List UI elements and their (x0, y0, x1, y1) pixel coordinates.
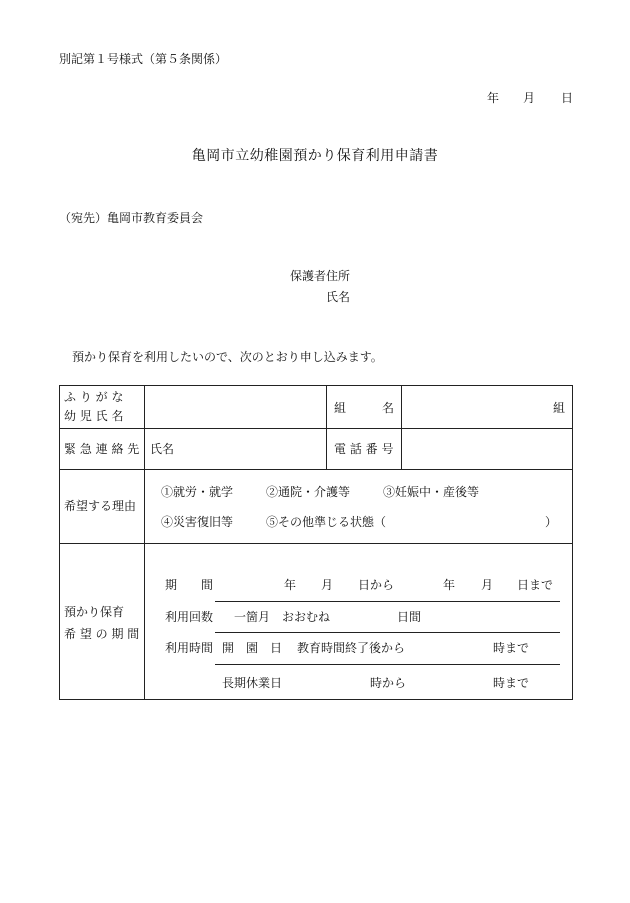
date-year-label: 年 (487, 91, 500, 105)
date-month-label: 月 (523, 91, 536, 105)
to-month: 月 (481, 578, 494, 592)
table-border-top (59, 385, 573, 386)
vacation-label: 長期休業日 (222, 676, 283, 690)
from-month: 月 (321, 578, 334, 592)
period-divider (215, 601, 560, 602)
table-border-bottom (59, 699, 573, 700)
school-day-end-time-field[interactable] (420, 637, 485, 657)
period-label: 期 間 (165, 578, 214, 592)
class-suffix: 組 (553, 401, 566, 415)
from-day: 日から (358, 578, 395, 592)
period-divider (215, 632, 560, 633)
row-divider (59, 469, 573, 470)
row-divider (59, 428, 573, 429)
period-label-line1: 預かり保育 (64, 605, 125, 619)
emergency-contact-label: 緊 急 連 絡 先 (64, 442, 140, 456)
frequency-label: 利用回数 (165, 610, 214, 624)
to-day: 日まで (517, 578, 554, 592)
furigana-label: ふ り が な (64, 390, 124, 404)
label-column-divider (144, 385, 145, 700)
phone-label: 電 話 番 号 (334, 442, 394, 456)
emergency-name-prefix: 氏名 (150, 442, 175, 456)
from-year: 年 (284, 578, 297, 592)
vacation-until: 時まで (493, 676, 530, 690)
to-year: 年 (443, 578, 456, 592)
other-reason-field[interactable] (388, 513, 538, 531)
period-label-line2: 希 望 の 期 間 (64, 627, 140, 641)
class-label: 組 名 (334, 401, 395, 415)
page-title: 亀岡市立幼稚園預かり保育利用申請書 (191, 148, 439, 164)
other-close-paren: ） (545, 515, 558, 529)
addressee: （宛先）亀岡市教育委員会 (59, 211, 204, 225)
vacation-end-time-field[interactable] (420, 672, 485, 692)
school-days-label: 開 園 日 (222, 641, 283, 655)
reason-label: 希望する理由 (64, 499, 137, 513)
period-divider (215, 664, 560, 665)
table-border-left (59, 385, 60, 700)
intro-text: 預かり保育を利用したいので、次のとおり申し込みます。 (72, 350, 383, 364)
date-day-label: 日 (561, 91, 574, 105)
days-per-month-field[interactable] (330, 606, 390, 626)
row-divider (59, 543, 573, 544)
child-name-label: 幼 児 氏 名 (64, 409, 124, 423)
mid-column-divider (326, 385, 327, 469)
phone-field[interactable] (405, 432, 569, 466)
per-month-text: 一箇月 おおむね (234, 610, 331, 624)
form-number: 別記第１号様式（第５条関係） (59, 52, 228, 66)
reason-option-pregnancy[interactable]: ③妊娠中・産後等 (383, 485, 480, 499)
guardian-address-label: 保護者住所 (290, 269, 351, 283)
vacation-from: 時から (370, 676, 407, 690)
days-unit: 日間 (397, 610, 422, 624)
hours-label: 利用時間 (165, 641, 214, 655)
class-field[interactable] (405, 390, 545, 424)
reason-option-disaster[interactable]: ④災害復旧等 (161, 515, 234, 529)
school-day-until: 時まで (493, 641, 530, 655)
table-border-right (572, 385, 573, 700)
child-name-field[interactable] (150, 390, 322, 424)
value-column-divider (401, 385, 402, 469)
reason-option-other[interactable]: ⑤その他準じる状態（ (266, 515, 387, 529)
after-class-text: 教育時間終了後から (297, 641, 406, 655)
emergency-name-field[interactable] (176, 432, 322, 466)
guardian-name-label: 氏名 (326, 290, 351, 304)
reason-option-medical[interactable]: ②通院・介護等 (266, 485, 351, 499)
reason-option-work[interactable]: ①就労・就学 (161, 485, 234, 499)
vacation-start-time-field[interactable] (300, 672, 366, 692)
